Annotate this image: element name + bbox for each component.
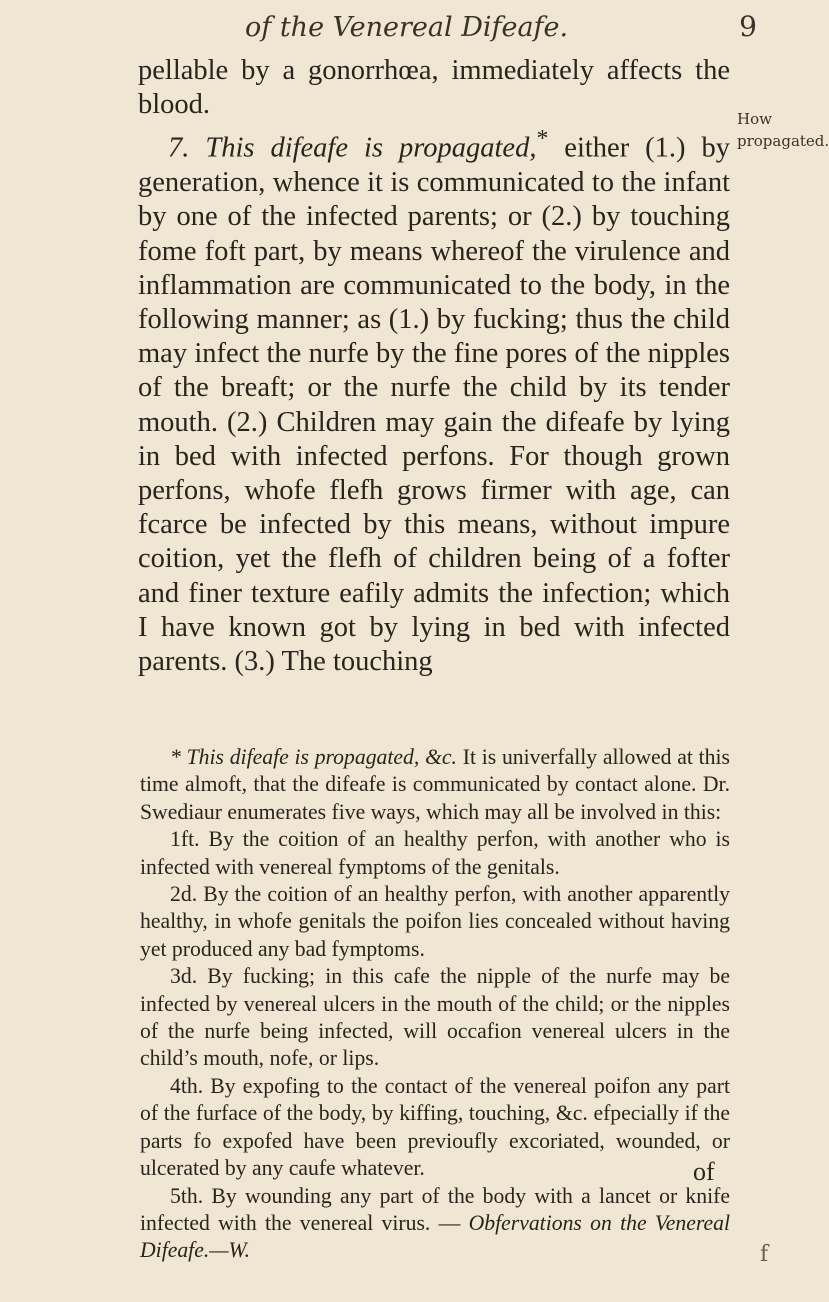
main-text	[138, 54, 730, 679]
footnote-lead: * This difeafe is propagated, &c.	[170, 745, 457, 769]
section-lead: 7. This difeafe is propagated,	[168, 132, 537, 164]
footnote-item-5-text: 5th. By wounding any part of the body with a lancet or knife infected with the venereal virus. —	[140, 1183, 730, 1235]
corner-mark: f	[760, 1242, 769, 1267]
paragraph-continuation: pellable by a gonorrhœa, immediately affects the blood.	[138, 55, 730, 121]
footnote-item-5	[140, 1183, 730, 1265]
footnote-intro-text: It is univerfally allowed at this time almoft, that the difeafe is communicated by contact alone. Dr. Swediaur enumerates five ways, which may all be involved in this:	[140, 745, 730, 824]
footnote-marker: *	[536, 126, 549, 153]
page-number: 9	[739, 10, 757, 43]
running-header	[245, 12, 765, 43]
footnote-item-1: 1ft. By the coition of an healthy perfon, with another who is infected with venereal fymptoms of the genitals.	[140, 827, 730, 879]
footnote-citation: Obfervations on the Venereal Difeafe.—W.	[140, 1210, 730, 1263]
section-text: either (1.) by generation, whence it is communicated to the infant by one of the infected parents; or (2.) by touching fome foft part, by means whereof the virulence and inflammation are communicated to the body, in the following manner; as (1.) by fucking; thus the child may infect the nurfe by the fine pores of the nipples of the breaft; or the nurfe the child by its tender mouth. (2.) Children may gain the difeafe by lying in bed with infected perfons. For though grown perfons, whofe flefh grows firmer with age, can fcarce be infected by this means, without impure coition, yet the flefh of children being of a fofter and finer texture eafily admits the infection; which I have known got by lying in bed with infected parents. (3.) The touching	[138, 132, 731, 677]
footnote-item-3: 3d. By fucking; in this cafe the nipple of the nurfe may be infected by venereal ulcers in the mouth of the child; or the nipples of the nurfe being infected, will occafion venereal ulcers in the child’s mouth, nofe, or lips.	[140, 964, 730, 1071]
running-title: of the Venereal Difeafe.	[245, 12, 569, 43]
margin-note: How propagated.	[737, 110, 829, 150]
footnote-item-4: 4th. By expofing to the contact of the venereal poifon any part of the furface of the body, by kiffing, touching, &c. efpecially if the parts fo expofed have been previoufly excoriated, wounded, or ulcerated by any caufe whatever.	[140, 1073, 730, 1181]
footnote-item-2: 2d. By the coition of an healthy perfon, with another apparently healthy, in whofe genitals the poifon lies concealed without having yet produced any bad fymptoms.	[140, 882, 730, 961]
catchword: of	[693, 1157, 715, 1186]
footnote-intro	[140, 744, 730, 826]
paragraph-section-7	[138, 122, 730, 679]
footnote-block	[140, 744, 730, 1265]
